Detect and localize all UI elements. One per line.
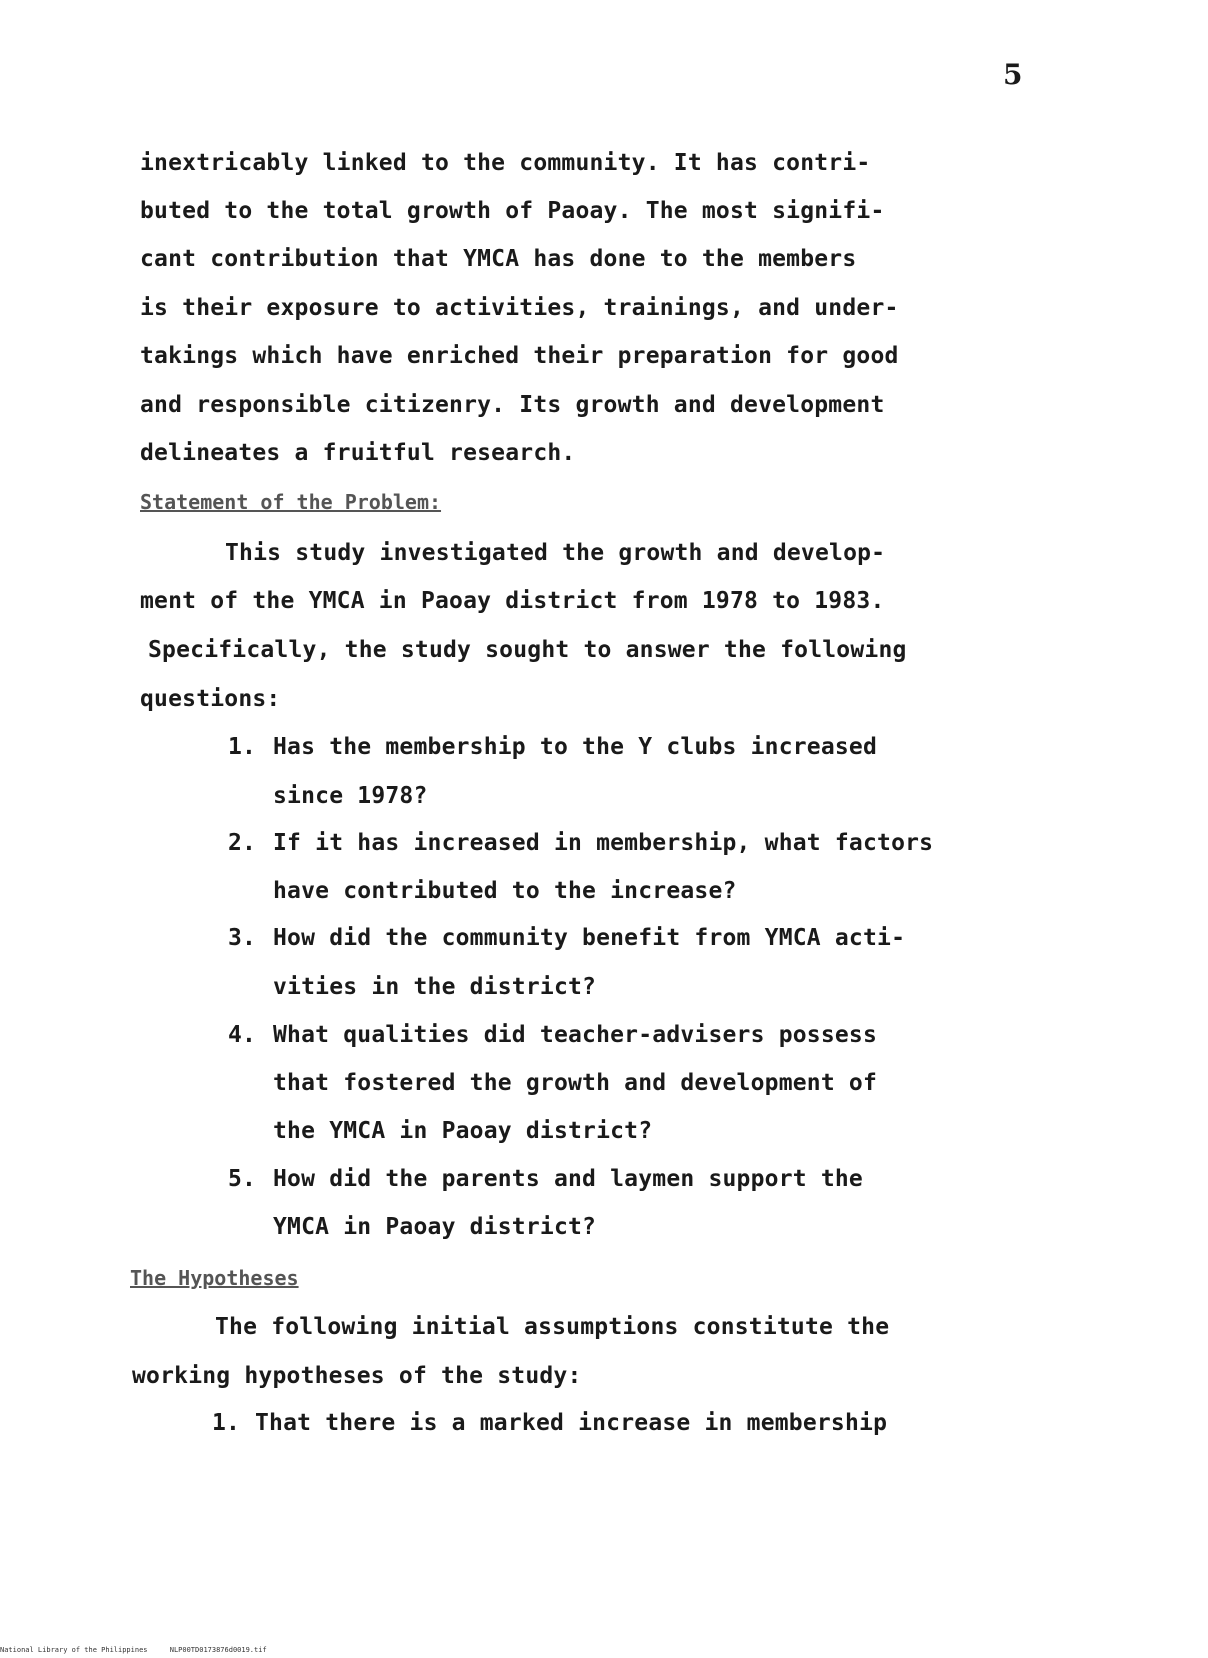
question-line: have contributed to the increase? <box>273 878 737 904</box>
paragraph-line: buted to the total growth of Paoay. The most signifi- <box>140 198 885 224</box>
question-number: 4. <box>228 1022 257 1048</box>
question-line: How did the community benefit from YMCA acti- <box>273 925 906 951</box>
question-line: What qualities did teacher-advisers possess <box>273 1022 878 1048</box>
footer-file: NLP00TD0173876d0019.tif <box>169 1646 267 1654</box>
question-number: 3. <box>228 925 257 951</box>
paragraph-line: The following initial assumptions constitute the <box>215 1314 890 1340</box>
question-number: 1. <box>228 734 257 760</box>
paragraph-line: inextricably linked to the community. It has contri- <box>140 150 871 176</box>
paragraph-line: cant contribution that YMCA has done to the members <box>140 246 857 272</box>
page-number: 5 <box>1003 58 1023 91</box>
question-line: since 1978? <box>273 783 428 809</box>
question-number: 5. <box>228 1166 257 1192</box>
paragraph-line: and responsible citizenry. Its growth and development <box>140 392 885 418</box>
question-line: How did the parents and laymen support the <box>273 1166 863 1192</box>
paragraph-line: working hypotheses of the study: <box>132 1363 582 1389</box>
question-line: If it has increased in membership, what factors <box>273 830 934 856</box>
paragraph-line: takings which have enriched their preparation for good <box>140 343 899 369</box>
paragraph-line: is their exposure to activities, trainings, and under- <box>140 295 899 321</box>
paragraph-line: This study investigated the growth and develop- <box>225 540 886 566</box>
paragraph-line: questions: <box>140 686 281 712</box>
question-line: vities in the district? <box>273 974 597 1000</box>
question-line: Has the membership to the Y clubs increased <box>273 734 878 760</box>
question-number: 2. <box>228 830 257 856</box>
question-line: that fostered the growth and development of <box>273 1070 878 1096</box>
hypothesis-number: 1. <box>212 1410 241 1436</box>
footer-library: National Library of the Philippines <box>0 1646 148 1654</box>
hypothesis-line: That there is a marked increase in membership <box>255 1410 888 1436</box>
paragraph-line: delineates a fruitful research. <box>140 440 576 466</box>
paragraph-line: Specifically, the study sought to answer the following <box>148 637 907 663</box>
scan-footer <box>0 1646 267 1654</box>
section-heading-problem: Statement of the Problem: <box>140 490 442 514</box>
section-heading-hypotheses: The Hypotheses <box>130 1266 299 1290</box>
question-line: YMCA in Paoay district? <box>273 1214 597 1240</box>
paragraph-line: ment of the YMCA in Paoay district from 1978 to 1983. <box>140 588 885 614</box>
question-line: the YMCA in Paoay district? <box>273 1118 653 1144</box>
